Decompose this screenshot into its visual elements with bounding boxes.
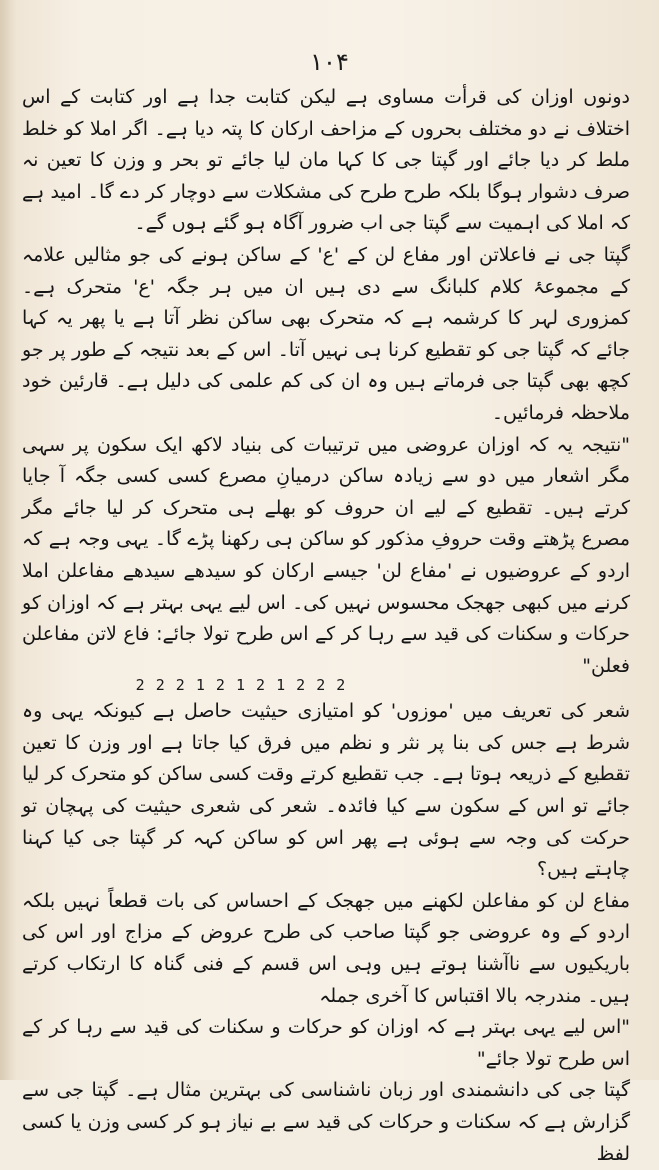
paragraph-4: شعر کی تعریف میں 'موزوں' کو امتیازی حیثیت حاصل ہے کیونکہ یہی وہ شرط ہے جس کی بنا پر نثر و نظم میں فرق کیا جاتا ہے اور وزن کا تعین تقطیع کے ذریعہ ہوتا ہے۔ جب تقطیع کرتے وقت کسی ساکن کو متحرک کر لیا جائے تو اس کے سکون سے کیا فائدہ۔ شعر کی شعری حیثیت کی پہچان تو حرکت کی وجہ سے ہوئی ہے پھر اس کو ساکن کہہ کر گپتا جی کیا کہنا چاہتے ہیں؟ (22, 700, 630, 881)
page-number: ۱۰۴ (310, 48, 349, 76)
page-binding-edge (0, 0, 16, 1080)
urdu-body-text (22, 82, 630, 1165)
quoted-sentence: "اس لیے یہی بہتر ہے کہ اوزان کو حرکات و سکنات کی قید سے رہا کر کے اس طرح تولا جائے" (22, 1016, 630, 1070)
paragraph-5: مفاع لن کو مفاعلن لکھنے میں جھجک کے احساس کی بات قطعاً نہیں بلکہ اردو کے وہ عروضی جو گپتا صاحب کی طرح عروض کے مزاج اور اس کی باریکیوں سے ناآشنا ہوتے ہیں وہی اس قسم کے فنی گناہ کا ارتکاب کرتے ہیں۔ مندرجہ بالا اقتباس کا آخری جملہ (22, 889, 630, 1007)
quoted-paragraph: "نتیجہ یہ کہ اوزان عروضی میں ترتیبات کی بنیاد لاکھ ایک سکون پر سہی مگر اشعار میں دو سے زیادہ ساکن درمیانِ مصرع کسی کسی جگہ آ جایا کرتے ہیں۔ تقطیع کے لیے ان حروف کو بھلے ہی متحرک کر لیا جائے مگر مصرع پڑھتے وقت حروفِ مذکور کو ساکن ہی رکھنا پڑے گا۔ یہی وجہ ہے کہ اردو کے عروضیوں نے 'مفاع لن' جیسے ارکان کو سیدھے سیدھے مفاعلن املا کرنے میں کبھی جھجک محسوس نہیں کی۔ اس لیے یہی بہتر ہے کہ اوزان کو حرکات و سکنات کی قید سے رہا کر کے اس طرح تولا جائے: فاع لاتن مفاعلن فعلن" (22, 433, 630, 677)
paragraph-7: گپتا جی کی دانشمندی اور زبان ناشناسی کی بہترین مثال ہے۔ گپتا جی سے گزارش ہے کہ سکنات و حرکات کی قید سے بے نیاز ہو کر کسی وزن یا کسی لفظ (22, 1079, 630, 1165)
paragraph-2: گپتا جی نے فاعلاتن اور مفاع لن کے 'ع' کے ساکن ہونے کی جو مثالیں علامہ کے مجموعۂ کلام کلبانگ سے دی ہیں ان میں ہر جگہ 'ع' متحرک ہے۔ کمزوری لہر کا کرشمہ ہے کہ متحرک بھی ساکن نظر آتا ہے یا پھر یہ کہا جائے کہ گپتا جی کو تقطیع کرنا ہی نہیں آتا۔ اس کے بعد نتیجہ کے طور پر جو کچھ بھی گپتا جی فرماتے ہیں وہ ان کی کم علمی کی دلیل ہے۔ قارئین خود ملاحظہ فرمائیں۔ (22, 243, 630, 424)
paragraph-1: دونوں اوزان کی قرأت مساوی ہے لیکن کتابت جدا ہے اور کتابت کے اس اختلاف نے دو مختلف بحروں کے مزاحف ارکان کا پتہ دیا ہے۔ اگر املا کو خلط ملط کر دیا جائے اور گپتا جی کا کہا مان لیا جائے تو بحر و وزن کا تعین نہ صرف دشوار ہوگا بلکہ طرح طرح کی مشکلات سے دوچار کر دے گا۔ امید ہے کہ املا کی اہمیت سے گپتا جی اب ضرور آگاہ ہو گئے ہوں گے۔ (22, 86, 630, 235)
scansion-digits: 2 2 2 1 2 1 2 1 2 2 2 (135, 676, 347, 695)
